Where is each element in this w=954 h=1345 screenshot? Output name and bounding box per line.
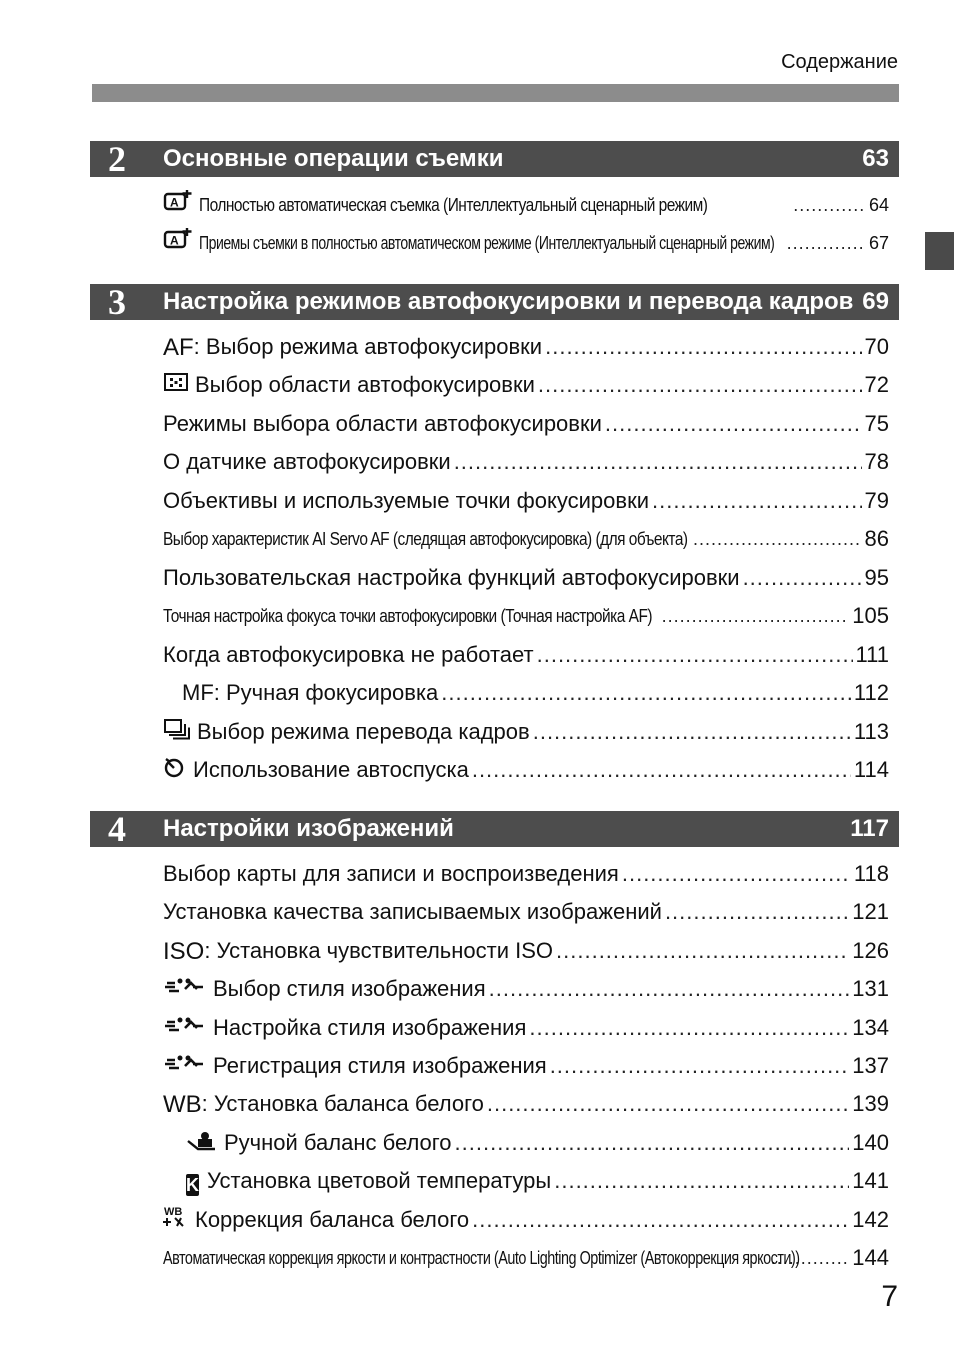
toc-entry[interactable] <box>163 563 889 593</box>
entry-page: 118 <box>853 861 889 886</box>
toc-entry[interactable] <box>163 936 889 966</box>
entry-text: Коррекция баланса белого <box>195 1207 470 1232</box>
toc-entry[interactable] <box>163 1243 889 1273</box>
chapter-page: 117 <box>850 815 889 842</box>
entry-text: : Установка чувствительности ISO <box>204 938 554 963</box>
entry-page: 142 <box>852 1207 889 1232</box>
entry-page: 111 <box>855 642 889 667</box>
custom-white-balance-icon <box>186 1129 218 1158</box>
iso-icon: ISO <box>163 938 205 965</box>
leader-dots <box>441 678 851 708</box>
chapter-page: 69 <box>862 288 889 315</box>
entry-page: 67 <box>868 233 889 253</box>
leader-dots <box>550 1051 850 1081</box>
leader-dots <box>487 1089 849 1119</box>
entry-page: 72 <box>864 372 889 397</box>
entry-page: 121 <box>852 899 889 924</box>
entry-text: Установка качества записываемых изображений <box>163 899 662 924</box>
entry-page: 79 <box>864 488 889 513</box>
picture-style-icon <box>163 975 207 1004</box>
af-area-icon <box>163 371 189 400</box>
toc-entry[interactable] <box>163 640 889 670</box>
leader-dots <box>743 563 862 593</box>
toc-entry[interactable] <box>163 1205 889 1235</box>
color-temperature-icon: K <box>186 1175 199 1195</box>
leader-dots <box>662 601 850 631</box>
toc-entry[interactable] <box>163 974 889 1004</box>
running-header: Содержание <box>781 51 898 73</box>
entry-text: Выбор стиля изображения <box>213 976 486 1001</box>
entry-text: Ручной баланс белого <box>224 1130 452 1155</box>
entry-text: Установка цветовой температуры <box>207 1168 552 1193</box>
leader-dots <box>454 447 862 477</box>
toc-entry[interactable] <box>163 447 889 477</box>
wb-correction-icon <box>163 1205 189 1235</box>
entry-text: Выбор области автофокусировки <box>195 372 535 397</box>
chapter-number: 2 <box>108 139 126 179</box>
toc-entry[interactable] <box>163 1013 889 1043</box>
entry-page: 139 <box>852 1091 889 1116</box>
picture-style-icon <box>163 1052 207 1081</box>
leader-dots <box>472 755 851 785</box>
entry-page: 141 <box>852 1168 889 1193</box>
af-icon: AF <box>163 334 194 361</box>
toc-entry[interactable] <box>163 370 889 400</box>
leader-dots <box>538 370 862 400</box>
entry-page: 70 <box>864 334 889 359</box>
entry-text: Использование автоспуска <box>193 757 469 782</box>
chapter-number: 3 <box>108 282 126 322</box>
drive-mode-icon <box>163 718 191 747</box>
entry-text: Когда автофокусировка не работает <box>163 642 534 667</box>
scene-intelligent-auto-icon <box>163 190 193 220</box>
toc-entry[interactable] <box>163 228 889 258</box>
leader-dots <box>622 859 851 889</box>
entry-text: Приемы съемки в полностью автоматическом режиме (Интеллектуальный сценарный режим) <box>199 233 775 253</box>
entry-text: О датчике автофокусировки <box>163 449 451 474</box>
entry-text: Объективы и используемые точки фокусировки <box>163 488 649 513</box>
toc-entry[interactable] <box>186 1128 889 1158</box>
chapter-page: 63 <box>862 145 889 172</box>
leader-dots <box>665 897 849 927</box>
entry-page: 95 <box>864 565 889 590</box>
page-number: 7 <box>881 1280 898 1313</box>
chapter-title: Настройка режимов автофокусировки и перевода кадров <box>163 288 854 315</box>
entry-text: Регистрация стиля изображения <box>213 1053 547 1078</box>
leader-dots <box>472 1205 849 1235</box>
toc-entry[interactable] <box>163 897 889 927</box>
entry-text: Автоматическая коррекция яркости и контрастности (Auto Lighting Optimizer (Автокоррекция яркости)) <box>163 1248 800 1268</box>
leader-dots <box>693 524 862 554</box>
svg-text:A: A <box>170 233 179 248</box>
chapter-title: Основные операции съемки <box>163 145 504 172</box>
toc-entry[interactable] <box>163 601 889 631</box>
entry-page: 64 <box>868 195 889 215</box>
entry-page: 75 <box>864 411 889 436</box>
entry-page: 140 <box>852 1130 889 1155</box>
white-balance-icon: WB <box>163 1091 202 1118</box>
toc-entry[interactable] <box>163 859 889 889</box>
toc-entry[interactable] <box>163 190 889 220</box>
leader-dots <box>554 1166 849 1196</box>
picture-style-icon <box>163 1014 207 1043</box>
leader-dots <box>556 936 849 966</box>
leader-dots <box>489 974 850 1004</box>
svg-text:A: A <box>170 195 179 210</box>
self-timer-icon <box>163 756 187 785</box>
chapter-number: 4 <box>108 809 126 849</box>
leader-dots <box>533 717 851 747</box>
toc-entry[interactable] <box>163 486 889 516</box>
entry-text: Выбор характеристик AI Servo AF (следящая автофокусировка) (для объекта) <box>163 529 688 549</box>
leader-dots <box>787 228 866 258</box>
entry-page: 112 <box>853 680 889 705</box>
toc-entry[interactable] <box>163 1051 889 1081</box>
leader-dots <box>652 486 862 516</box>
entry-text: Полностью автоматическая съемка (Интеллектуальный сценарный режим) <box>199 195 708 215</box>
entry-text: Режимы выбора области автофокусировки <box>163 411 602 436</box>
toc-entry[interactable] <box>163 332 889 362</box>
toc-entry[interactable] <box>163 1089 889 1119</box>
leader-dots <box>529 1013 849 1043</box>
toc-entry[interactable] <box>163 409 889 439</box>
entry-text: : Установка баланса белого <box>201 1091 484 1116</box>
entry-text: Настройка стиля изображения <box>213 1015 527 1040</box>
scene-intelligent-auto-icon <box>163 228 193 258</box>
leader-dots <box>793 190 866 220</box>
entry-text: : Выбор режима автофокусировки <box>193 334 543 359</box>
toc-entry[interactable] <box>163 524 889 554</box>
svg-text:WB: WB <box>164 1206 183 1218</box>
chapter-side-tab <box>925 232 954 270</box>
entry-page: 114 <box>853 757 889 782</box>
entry-page: 113 <box>853 719 889 744</box>
entry-text: Пользовательская настройка функций автофокусировки <box>163 565 740 590</box>
chapter-heading-2[interactable] <box>90 141 899 177</box>
entry-page: 144 <box>852 1245 889 1270</box>
entry-page: 78 <box>864 449 889 474</box>
entry-text: MF: Ручная фокусировка <box>182 680 439 705</box>
chapter-heading-4[interactable] <box>90 811 899 847</box>
toc-entry[interactable] <box>186 1166 889 1196</box>
toc-entry[interactable] <box>163 717 889 747</box>
entry-page: 105 <box>852 603 889 628</box>
entry-page: 137 <box>852 1053 889 1078</box>
chapter-heading-3[interactable] <box>90 284 899 320</box>
chapter-title: Настройки изображений <box>163 815 454 842</box>
entry-text: Точная настройка фокуса точки автофокусировки (Точная настройка AF) <box>163 606 653 626</box>
entry-page: 86 <box>864 526 889 551</box>
entry-page: 134 <box>852 1015 889 1040</box>
leader-dots <box>605 409 862 439</box>
leader-dots <box>537 640 853 670</box>
entry-text: Выбор режима перевода кадров <box>197 719 530 744</box>
leader-dots <box>455 1128 850 1158</box>
entry-page: 131 <box>852 976 889 1001</box>
leader-dots <box>545 332 861 362</box>
entry-text: Выбор карты для записи и воспроизведения <box>163 861 619 886</box>
header-rule <box>92 84 899 102</box>
toc-entry[interactable] <box>163 755 889 785</box>
entry-page: 126 <box>852 938 889 963</box>
toc-entry[interactable] <box>182 678 889 708</box>
